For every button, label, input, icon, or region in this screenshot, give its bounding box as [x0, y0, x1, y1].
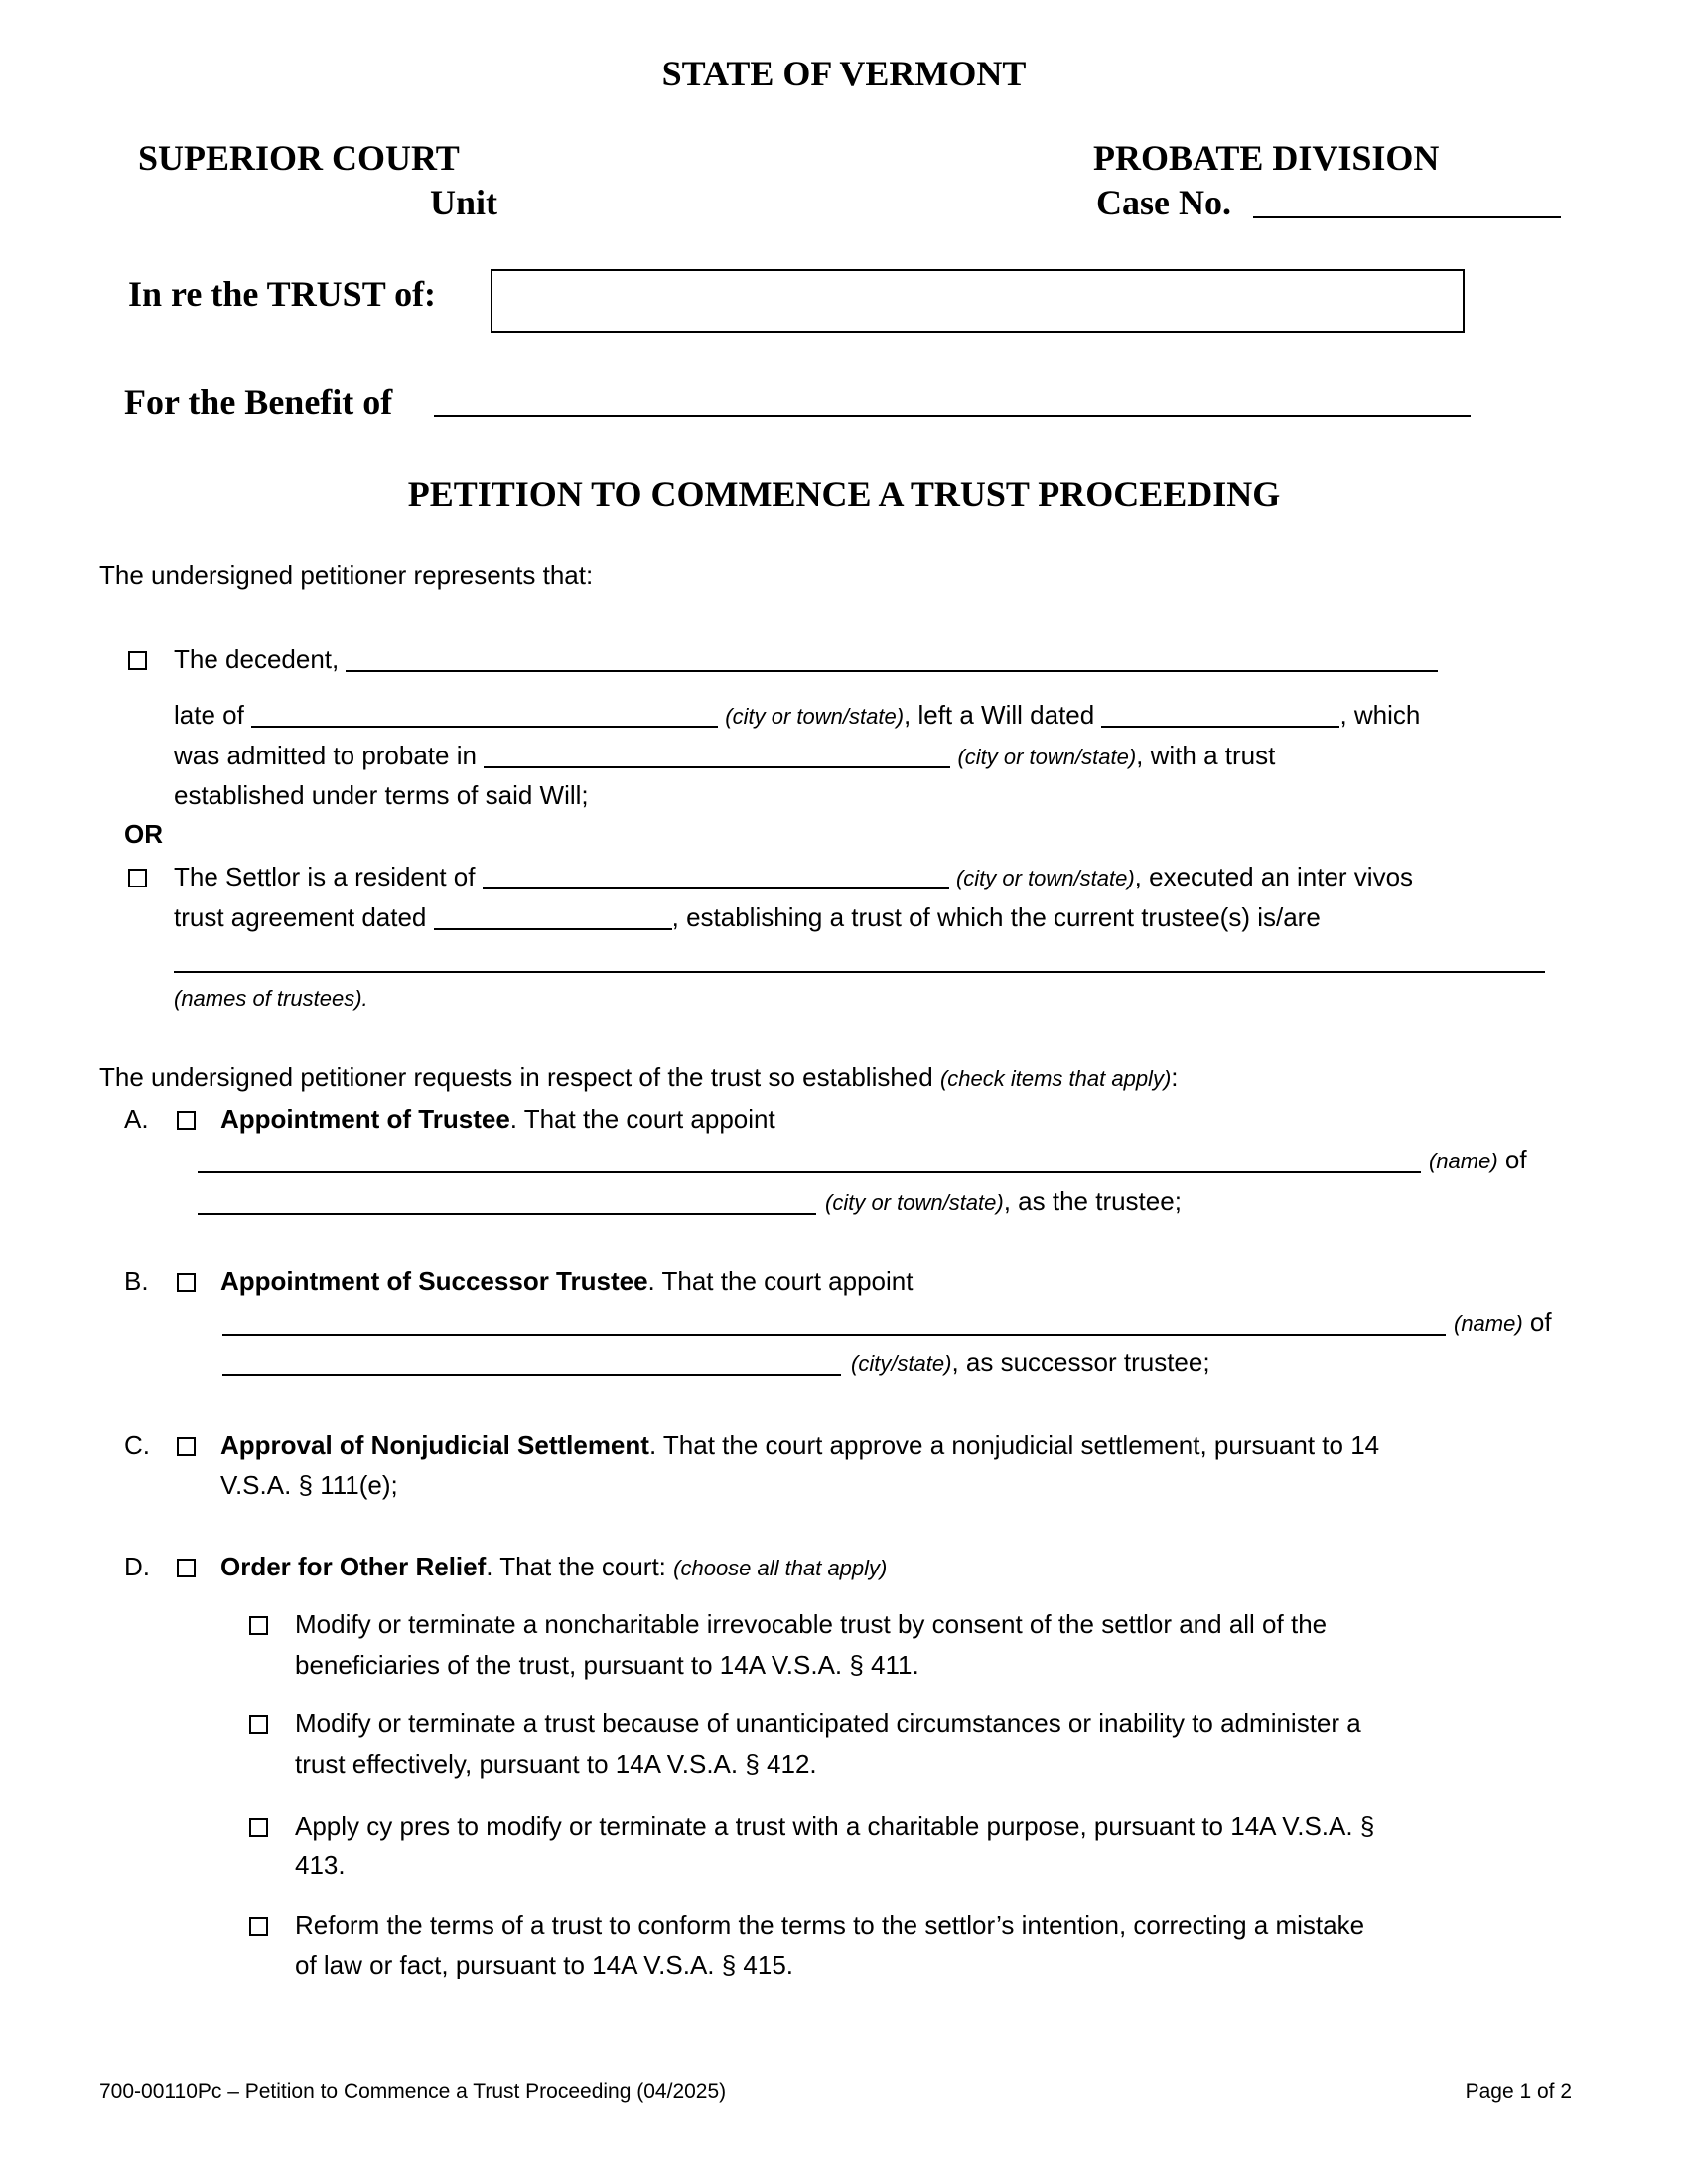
relief-411-checkbox[interactable]	[249, 1607, 268, 1641]
unit-label: Unit	[430, 183, 498, 222]
item-d-text: . That the court:	[486, 1552, 666, 1581]
item-b-checkbox[interactable]	[177, 1264, 196, 1297]
footer-form-id: 700-00110Pc – Petition to Commence a Trust Proceeding (04/2025)	[99, 2080, 727, 2103]
requests-intro: The undersigned petitioner requests in respect of the trust so established	[99, 1062, 933, 1092]
item-a-title: Appointment of Trustee	[220, 1104, 510, 1134]
successor-tail: , as successor trustee;	[951, 1347, 1210, 1377]
relief-415-checkbox[interactable]	[249, 1908, 268, 1942]
checkbox-icon	[128, 651, 147, 670]
or-label: OR	[124, 819, 163, 849]
relief-option-text: beneficiaries of the trust, pursuant to 14A V.S.A. § 411.	[295, 1650, 919, 1680]
relief-option-text: trust effectively, pursuant to 14A V.S.A. § 412.	[295, 1749, 817, 1779]
trustee-names-hint: (names of trustees).	[174, 986, 368, 1011]
item-c-text: . That the court approve a nonjudicial settlement, pursuant to 14	[648, 1431, 1380, 1460]
city-hint: (city or town/state)	[955, 866, 1135, 890]
will-dated-label: , left a Will dated	[904, 700, 1095, 730]
trustee-names-field[interactable]	[174, 971, 1545, 973]
city-hint: (city or town/state)	[725, 704, 905, 729]
of-label: of	[1529, 1307, 1552, 1337]
established-label: established under terms of said Will;	[174, 780, 589, 810]
trust-name-field[interactable]	[491, 269, 1465, 333]
with-trust-label: , with a trust	[1136, 741, 1276, 770]
item-b-title: Appointment of Successor Trustee	[220, 1266, 648, 1296]
item-c-text-2: V.S.A. § 111(e);	[220, 1470, 398, 1500]
item-d-letter: D.	[124, 1552, 150, 1581]
division-name: PROBATE DIVISION	[1093, 138, 1440, 178]
trustee-tail: , as the trustee;	[1003, 1186, 1182, 1216]
city-hint: (city/state)	[851, 1351, 952, 1376]
case-number-label: Case No.	[1096, 183, 1231, 222]
colon: :	[1171, 1062, 1179, 1092]
relief-option-text: Apply cy pres to modify or terminate a trust with a charitable purpose, pursuant to 14A V.S.A. §	[295, 1811, 1375, 1841]
item-a-letter: A.	[124, 1104, 149, 1134]
settlor-residence-field[interactable]	[483, 862, 949, 889]
state-heading: STATE OF VERMONT	[661, 54, 1027, 93]
item-b-letter: B.	[124, 1266, 149, 1296]
checkbox-icon	[249, 1616, 268, 1635]
item-a-checkbox[interactable]	[177, 1102, 196, 1136]
city-hint: (city or town/state)	[825, 1190, 1004, 1215]
successor-city-field[interactable]	[222, 1374, 841, 1376]
checkbox-icon	[177, 1437, 196, 1456]
beneficiary-field[interactable]	[434, 415, 1471, 417]
agreement-dated-label: trust agreement dated	[174, 902, 427, 932]
benefit-label: For the Benefit of	[124, 382, 393, 422]
item-c-letter: C.	[124, 1431, 150, 1460]
represents-intro: The undersigned petitioner represents that:	[99, 560, 594, 590]
decedent-residence-field[interactable]	[251, 700, 718, 728]
checkbox-icon	[249, 1917, 268, 1936]
checkbox-icon	[177, 1111, 196, 1130]
requests-hint: (check items that apply)	[939, 1066, 1172, 1091]
footer-page-number: Page 1 of 2	[1465, 2080, 1572, 2103]
city-hint: (city or town/state)	[957, 745, 1137, 769]
trust-label: In re the TRUST of:	[128, 274, 437, 314]
trustee-city-field[interactable]	[198, 1213, 816, 1215]
name-hint: (name)	[1429, 1149, 1498, 1173]
item-a-text: . That the court appoint	[509, 1104, 775, 1134]
item-c-checkbox[interactable]	[177, 1429, 196, 1462]
admitted-label: was admitted to probate in	[174, 741, 477, 770]
checkbox-icon	[249, 1818, 268, 1837]
which-label: , which	[1339, 700, 1421, 730]
petition-title: PETITION TO COMMENCE A TRUST PROCEEDING	[407, 475, 1281, 514]
checkbox-icon	[177, 1273, 196, 1292]
item-d-checkbox[interactable]	[177, 1550, 196, 1583]
case-number-field[interactable]	[1253, 216, 1561, 218]
settlor-checkbox[interactable]	[128, 860, 147, 893]
relief-option-text: of law or fact, pursuant to 14A V.S.A. § 415.	[295, 1950, 794, 1979]
court-name: SUPERIOR COURT	[138, 138, 460, 178]
decedent-name-field[interactable]	[346, 644, 1438, 672]
relief-option-text: Reform the terms of a trust to conform the terms to the settlor’s intention, correcting a mistake	[295, 1910, 1365, 1940]
probate-location-field[interactable]	[484, 741, 950, 768]
checkbox-icon	[249, 1715, 268, 1734]
item-d-hint: (choose all that apply)	[673, 1556, 888, 1580]
relief-412-checkbox[interactable]	[249, 1706, 268, 1740]
executed-label: , executed an inter vivos	[1134, 862, 1414, 891]
checkbox-icon	[128, 869, 147, 887]
agreement-date-field[interactable]	[434, 902, 672, 930]
item-d-title: Order for Other Relief	[220, 1552, 487, 1581]
decedent-checkbox[interactable]	[128, 642, 147, 676]
late-of-label: late of	[174, 700, 244, 730]
checkbox-icon	[177, 1559, 196, 1577]
trustee-name-field[interactable]	[198, 1171, 1421, 1173]
item-b-text: . That the court appoint	[647, 1266, 914, 1296]
will-date-field[interactable]	[1101, 700, 1339, 728]
decedent-label: The decedent,	[174, 644, 340, 674]
successor-name-field[interactable]	[222, 1334, 1446, 1336]
settlor-label: The Settlor is a resident of	[174, 862, 476, 891]
relief-option-text: Modify or terminate a trust because of unanticipated circumstances or inability to administer a	[295, 1708, 1361, 1738]
name-hint: (name)	[1454, 1311, 1523, 1336]
establishing-label: , establishing a trust of which the current trustee(s) is/are	[671, 902, 1321, 932]
item-c-title: Approval of Nonjudicial Settlement	[220, 1431, 649, 1460]
relief-option-text: 413.	[295, 1850, 346, 1880]
of-label: of	[1504, 1145, 1527, 1174]
relief-413-checkbox[interactable]	[249, 1809, 268, 1843]
relief-option-text: Modify or terminate a noncharitable irrevocable trust by consent of the settlor and all of the	[295, 1609, 1328, 1639]
